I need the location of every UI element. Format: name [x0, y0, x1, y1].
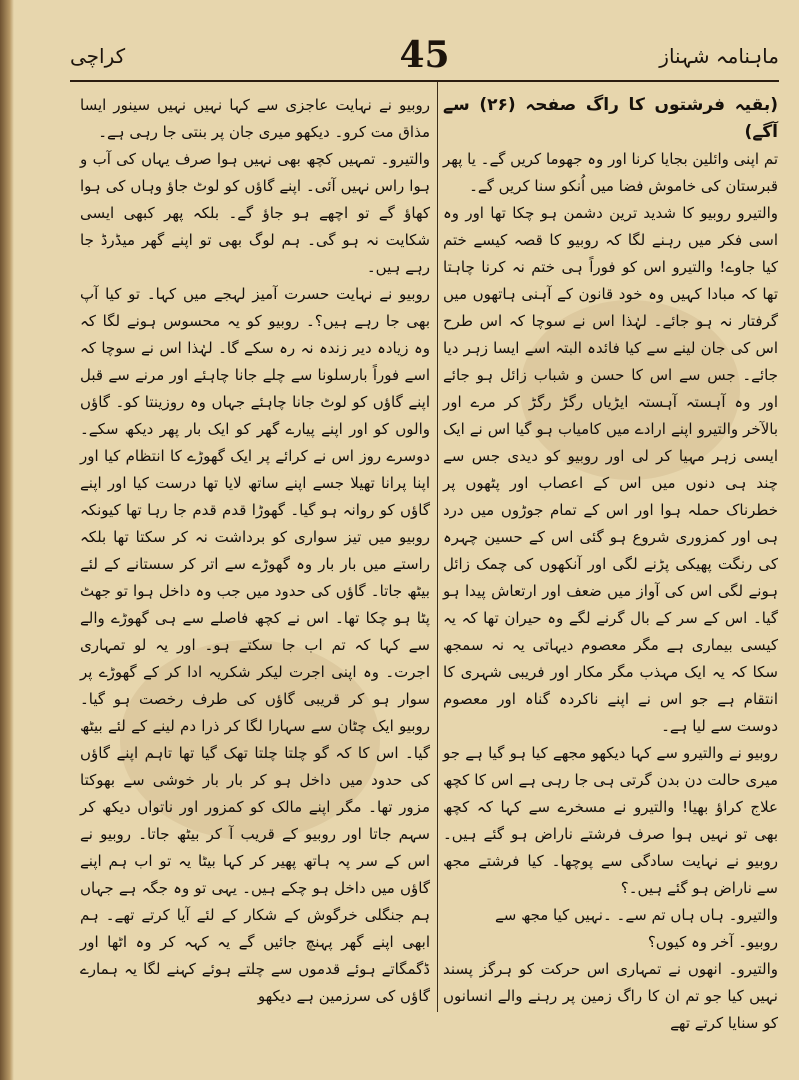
page-header: [70, 34, 779, 76]
dialogue-line: روبیو۔ آخر وہ کیوں؟: [647, 933, 778, 951]
paragraph: والتیرو روبیو کا شدید ترین دشمن ہو چکا تھا اور وہ اسی فکر میں رہنے لگا کہ روبیو کا قصہ کیسے ختم کیا جاوے! والتیرو اس کو فوراً ہی ختم نہ کرنا چاہتا تھا کہ مبادا کہیں وہ خود قانون کے آہنی ہاتھوں میں گرفتار نہ ہو جائے۔ لہٰذا اس نے سوچا کہ اس طرح اس کی جان لینے سے کیا فائدہ البتہ اسے ایسا زہر دیا جائے۔ جس سے اس کا حسن و شباب زائل ہو جائے اور وہ آہستہ آہستہ ایڑیاں رگڑ رگڑ کر مرے اور بالآخر والتیرو اپنے ارادے میں کامیاب ہو گیا اس نے ایک ایسی زہر مہیا کر لی اور روبیو کو دیدی جس سے چند ہی دنوں میں اس کے اعصاب اور پٹھوں پر خطرناک حملہ ہوا اور اس کے تمام جوڑوں میں درد ہی اور کمزوری شروع ہو گئی اس کے حسین چہرہ کی رنگت پھیکی پڑنے لگی اور آنکھوں کی چمک زائل ہونے لگی اس کی آواز میں ضعف اور ارتعاش پیدا ہو گیا۔ اس کے سر کے بال گرنے لگے وہ حیران تھا کہ یہ کیسی بیماری ہے مگر معصوم دیہاتی یہ نہ سمجھ سکا کہ یہ ایک مہذب مگر مکار اور فریبی شہری کا انتقام ہے جو اس نے اپنے ناکردہ گناہ اور معصوم دوست سے لیا ہے۔: [443, 204, 778, 735]
city-name: کراچی: [70, 44, 126, 68]
paragraph: والتیرو۔ تمہیں کچھ بھی نہیں ہوا صرف یہاں کی آب و ہوا راس نہیں آئی۔ اپنے گاؤں کو لوٹ جاؤ وہاں کی ہوا کھاؤ گے تو اچھے ہو جاؤ گے۔ بلکہ پھر کبھی ایسی شکایت نہ ہو گی۔ ہم لوگ بھی تو اپنے گھر میڈرڈ جا رہے ہیں۔: [80, 150, 430, 276]
page-number: 45: [399, 34, 450, 76]
dialogue-line: والتیرو۔ ہاں ہاں تم سے۔ ۔نہیں کیا مجھ سے: [494, 906, 778, 924]
right-column: [443, 92, 778, 1037]
column-divider: [437, 82, 438, 1012]
paragraph: روبیو نے نہایت حسرت آمیز لہجے میں کہا۔ تو کیا آپ بھی جا رہے ہیں؟۔ روبیو کو یہ محسوس ہونے لگا کہ وہ زیادہ دیر زندہ نہ رہ سکے گا۔ لہٰذا اس نے سوچا کہ اسے فوراً بارسلونا سے چلے جانا چاہئے اور مرنے سے قبل اپنے گاؤں کو لوٹ جانا چاہئے جہاں وہ روزینتا کو۔ گاؤں والوں کو اور اپنے پیارے گھر کو ایک بار پھر دیکھ سکے۔ دوسرے روز اس نے کرائے پر ایک گھوڑے کا انتظام کیا اور اپنا پرانا تھیلا جسے اپنے ساتھ لایا تھا درست کیا اور اپنے گاؤں کو روانہ ہو گیا۔ گھوڑا قدم قدم جا رہا تھا کیونکہ روبیو میں تیز سواری کو برداشت نہ کر سکتا تھا بلکہ راستے میں بار بار وہ گھوڑے سے اتر کر سستانے کے لئے بیٹھ جاتا۔ گاؤں کی حدود میں جب وہ داخل ہوا تو جھٹ پٹا ہو چکا تھا۔ اس نے کچھ فاصلے سے ہی گھوڑے والے سے کہا کہ تم اب جا سکتے ہو۔ اور یہ لو تمہاری اجرت۔ وہ اپنی اجرت لیکر شکریہ ادا کر کے گھوڑے پر سوار ہو کر قریبی گاؤں کی طرف رخصت ہو گیا۔ روبیو ایک چٹان سے سہارا لگا کر ذرا دم لینے کے لئے بیٹھ گیا۔ اس کا کہ گو چلتا چلتا تھک گیا تھا تاہم اپنے گاؤں کی حدود میں داخل ہو کر بار بار خوشی سے بھوکتا مزور تھا۔ مگر اپنے مالک کو کمزور اور ناتواں دیکھ کر سہم جاتا اور روبیو کے قریب آ کر بیٹھ جاتا۔ روبیو نے اس کے سر پہ ہاتھ پھیر کر کہا بیٹا یہ تو اب ہم اپنے گاؤں میں داخل ہو چکے ہیں۔ یہی تو وہ جگہ ہے جہاں ہم جنگلی خرگوش کے شکار کے لئے آیا کرتے تھے۔ ہم ابھی اپنے گھر پہنچ جائیں گے یہ کہہ کر وہ اٹھا اور ڈگمگاتے ہوئے قدموں سے چلتے ہوئے کہنے لگا یہ ہمارے گاؤں کی سرزمین ہے دیکھو: [80, 285, 430, 1005]
dialogue-line: والتیرو۔ انھوں نے تمہاری اس حرکت کو ہرگز پسند نہیں کیا جو تم ان کا راگ زمین پر رہنے والے انسانوں کو سنایا کرتے تھے: [443, 960, 778, 1032]
page-binding-edge: [0, 0, 14, 1080]
paragraph: روبیو نے نہایت عاجزی سے کہا نہیں نہیں سینور ایسا مذاق مت کرو۔ دیکھو میری جان پر بنتی جا رہی ہے۔: [80, 96, 430, 141]
paragraph: روبیو نے والتیرو سے کہا دیکھو مجھے کیا ہو گیا ہے جو میری حالت دن بدن گرتی ہی جا رہی ہے اس کا کچھ علاج کراؤ بھیا! والتیرو نے مسخرے سے کہا کہ کچھ بھی تو نہیں ہوا صرف فرشتے ناراض ہو گئے ہیں۔ روبیو نے نہایت سادگی سے پوچھا۔ کیا فرشتے مجھ سے ناراض ہو گئے ہیں۔؟: [443, 744, 778, 897]
magazine-name: ماہنامہ شہناز: [659, 44, 779, 68]
left-column: [80, 92, 430, 1010]
paragraph: تم اپنی وائلین بجایا کرنا اور وہ جھوما کریں گے۔ یا پھر قبرستان کی خاموش فضا میں اُنکو سنا کریں گے۔: [443, 150, 778, 195]
continued-heading: (بقیہ فرشتوں کا راگ صفحہ (۲۶) سے آگے): [443, 95, 778, 142]
header-rule: [70, 80, 779, 82]
